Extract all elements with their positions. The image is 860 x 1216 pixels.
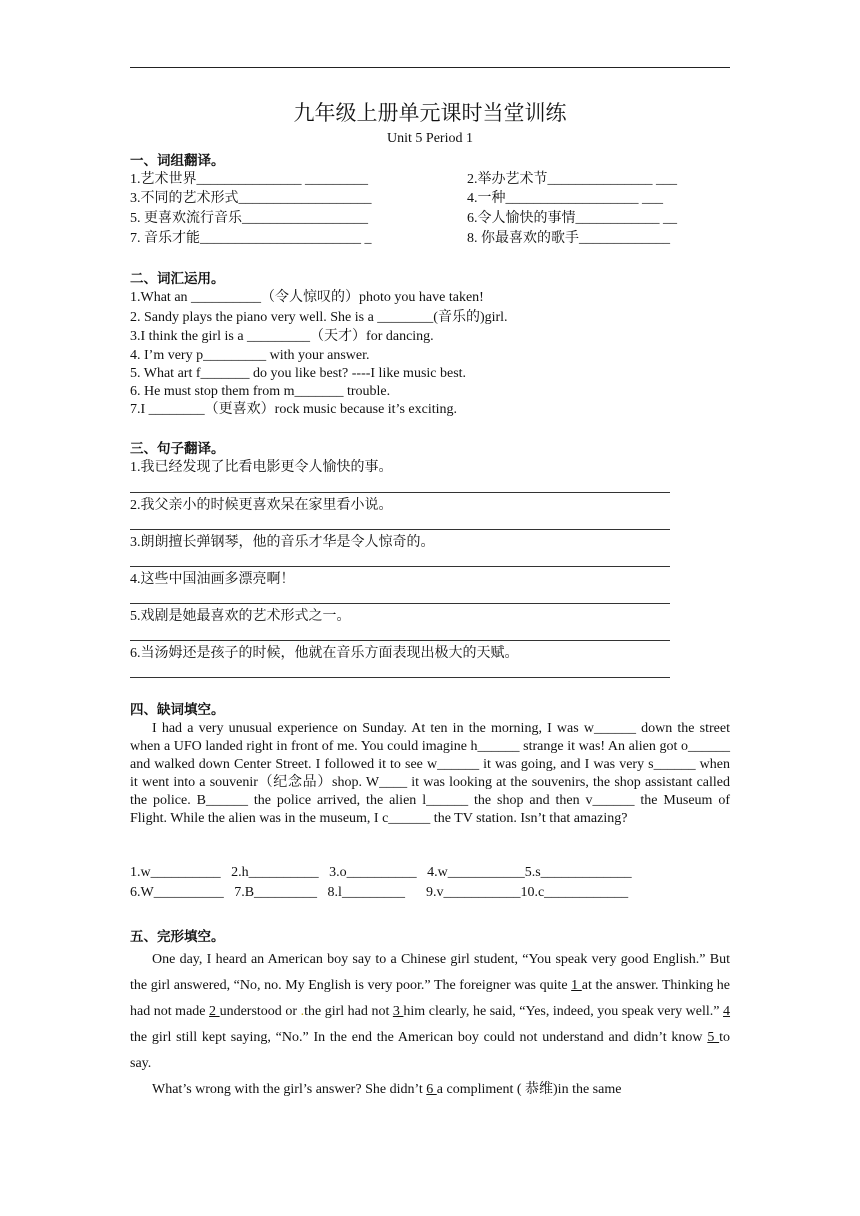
stray-mark: . bbox=[300, 1004, 305, 1019]
cloze-paragraph-1: One day, I heard an American boy say to a Chinese girl student, “You speak very good English.” But the girl answered, “No, no. My English is very poor.” The foreigner was quite 1 at the answer. Thinking he had not made 2 understood or .the girl had not 3 him clearly, he said, “Yes, indeed, you speak very well.” 4 the girl still kept saying, “No.” In the end the American boy could not understand and didn’t know 5 to say. bbox=[130, 952, 731, 1071]
vocab-item-5: 5. What art f_______ do you like best? ----I like music best. bbox=[130, 366, 467, 381]
phrase-item-7: 7. 音乐才能_______________________ _ bbox=[130, 231, 372, 246]
vocab-item-2: 2. Sandy plays the piano very well. She is a ________(音乐的)girl. bbox=[130, 310, 508, 325]
phrase-item-1: 1.艺术世界_______________ _________ bbox=[130, 172, 368, 187]
section2-heading: 二、词汇运用。 bbox=[130, 271, 225, 287]
vocab-item-3: 3.I think the girl is a _________（天才）for dancing. bbox=[130, 329, 434, 344]
answer-line-4 bbox=[130, 603, 670, 604]
phrase-item-6: 6.令人愉快的事情____________ __ bbox=[467, 211, 677, 226]
section4-heading: 四、缺词填空。 bbox=[130, 702, 225, 718]
translate-sentence-3: 3.朗朗擅长弹钢琴，他的音乐才华是令人惊奇的。 bbox=[130, 535, 435, 550]
translate-sentence-1: 1.我已经发现了比看电影更令人愉快的事。 bbox=[130, 460, 393, 475]
answer-line-2 bbox=[130, 529, 670, 530]
cloze-blank-3: 3 bbox=[392, 1004, 404, 1019]
cloze-blank-2: 2 bbox=[209, 1004, 220, 1019]
translate-sentence-2: 2.我父亲小的时候更喜欢呆在家里看小说。 bbox=[130, 498, 393, 513]
header-rule bbox=[130, 67, 730, 68]
phrase-item-8: 8. 你最喜欢的歌手_____________ bbox=[467, 231, 670, 246]
cloze-blank-4: 4 bbox=[723, 1004, 731, 1019]
phrase-item-4: 4.一种___________________ ___ bbox=[467, 191, 663, 206]
vocab-item-6: 6. He must stop them from m_______ trouble. bbox=[130, 384, 391, 399]
page-subtitle: Unit 5 Period 1 bbox=[387, 131, 473, 146]
cloze-blank-6: 6 bbox=[426, 1082, 437, 1097]
gap-fill-answer-row-2: 6.W__________ 7.B_________ 8.l_________ 9.v___________10.c____________ bbox=[130, 885, 629, 900]
cloze-blank-5: 5 bbox=[707, 1030, 720, 1045]
section5-heading: 五、完形填空。 bbox=[130, 929, 225, 945]
section1-heading: 一、词组翻译。 bbox=[130, 153, 225, 169]
page-title: 九年级上册单元课时当堂训练 bbox=[293, 101, 567, 125]
section3-heading: 三、句子翻译。 bbox=[130, 441, 225, 457]
vocab-item-7: 7.I ________（更喜欢）rock music because it’s exciting. bbox=[130, 402, 457, 417]
cloze-blank-1: 1 bbox=[571, 978, 582, 993]
gap-fill-answer-row-1: 1.w__________ 2.h__________ 3.o__________ 4.w___________5.s_____________ bbox=[130, 865, 632, 880]
cloze-paragraph-2: What’s wrong with the girl’s answer? She didn’t 6 a compliment ( 恭维)in the same bbox=[152, 1082, 622, 1097]
translate-sentence-6: 6.当汤姆还是孩子的时候，他就在音乐方面表现出极大的天赋。 bbox=[130, 646, 519, 661]
vocab-item-1: 1.What an __________（令人惊叹的）photo you have taken! bbox=[130, 290, 484, 305]
translate-sentence-5: 5.戏剧是她最喜欢的艺术形式之一。 bbox=[130, 609, 351, 624]
phrase-item-2: 2.举办艺术节_______________ ___ bbox=[467, 172, 677, 187]
translate-sentence-4: 4.这些中国油画多漂亮啊！ bbox=[130, 572, 295, 587]
answer-line-1 bbox=[130, 492, 670, 493]
gap-fill-passage: I had a very unusual experience on Sunday. At ten in the morning, I was w______ down the street when a UFO landed right in front of me. You could imagine h______ strange it was! An alien got o______ and walked down Center Street. I followed it to see w______ it was going, and I was very s______ when it went into a souvenir（纪念品）shop. W____ it was looking at the souvenirs, the shop assistant called the police. B______ the police arrived, the alien l______ the shop and then v______ the Museum of Flight. While the alien was in the museum, I c______ the TV station. Isn’t that amazing? bbox=[130, 721, 730, 826]
answer-line-3 bbox=[130, 566, 670, 567]
answer-line-6 bbox=[130, 677, 670, 678]
phrase-item-3: 3.不同的艺术形式___________________ bbox=[130, 191, 372, 206]
phrase-item-5: 5. 更喜欢流行音乐__________________ bbox=[130, 211, 368, 226]
answer-line-5 bbox=[130, 640, 670, 641]
vocab-item-4: 4. I’m very p_________ with your answer. bbox=[130, 348, 370, 363]
